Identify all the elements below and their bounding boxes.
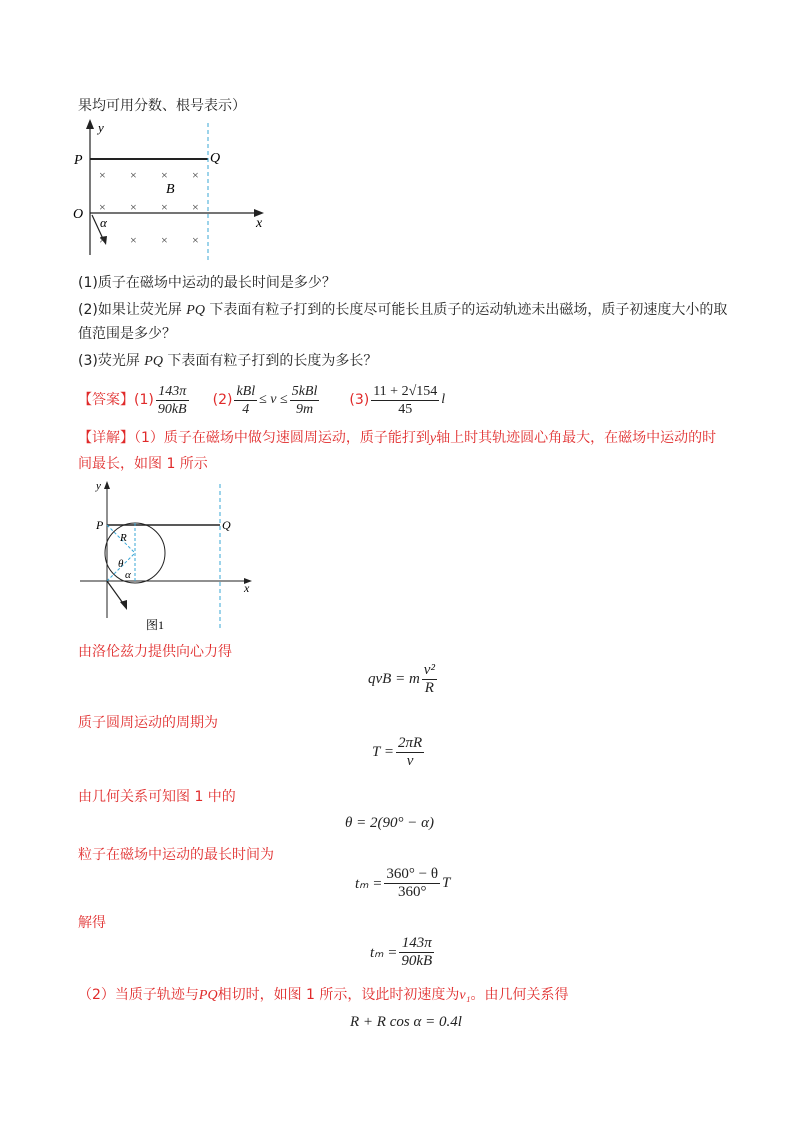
label-theta: θ: [118, 558, 124, 570]
question-number: (1): [78, 275, 98, 291]
question-text: 荧光屏: [97, 353, 140, 369]
figure-caption: 图1: [146, 618, 165, 632]
symbol-v1: v₁: [459, 988, 471, 1003]
question-text: 下表面有粒子打到的长度尽可能长且质子的运动轨迹未出磁场，质子初速度大小的取: [209, 302, 728, 318]
label-o: O: [73, 207, 84, 222]
answer-1-fraction: [156, 383, 189, 418]
question-2: [78, 300, 727, 321]
fraction-numerator: 360° − θ: [386, 866, 439, 882]
equation-theta: θ = 2(90° − α): [345, 815, 434, 831]
label-q: Q: [222, 518, 231, 532]
equation-lorentz: [368, 662, 439, 697]
field-cross: ×: [99, 168, 106, 182]
fraction-denominator: 360°: [384, 883, 440, 901]
label-p: P: [96, 518, 104, 532]
fraction-denominator: v: [396, 752, 424, 770]
fraction-denominator: 9m: [290, 400, 320, 418]
symbol-pq: PQ: [186, 303, 205, 318]
symbol-y: y: [429, 431, 437, 446]
answer-3-unit: l: [441, 392, 446, 407]
equation-left: qvB = m: [368, 671, 420, 687]
question-2-cont: 值范围是多少？: [78, 326, 176, 342]
detail-text: 轴上时其轨迹圆心角最大，在磁场中运动的时: [436, 430, 717, 446]
label-alpha: α: [100, 215, 107, 230]
fraction-denominator: 4: [234, 400, 257, 418]
step-3-text: 由几何关系可知图 1 中的: [78, 789, 236, 805]
answer-2-lower: [234, 383, 257, 418]
fraction-numerator: kBl: [236, 383, 256, 399]
fraction-denominator: 90kB: [157, 401, 187, 417]
field-cross: ×: [192, 233, 199, 247]
answer-2-upper: [290, 383, 320, 418]
label-p: P: [74, 153, 83, 168]
field-cross: ×: [161, 233, 168, 247]
equation-right: T: [442, 875, 451, 891]
symbol-pq: PQ: [144, 354, 163, 369]
fraction-denominator: R: [422, 679, 437, 697]
question-3: [78, 351, 377, 372]
label-alpha: α: [125, 569, 131, 581]
label-y: y: [96, 480, 101, 492]
fraction-numerator: 11 + 2√154: [373, 383, 438, 399]
inequality: ≤ v ≤: [259, 392, 288, 407]
detail-text: （1）质子在磁场中做匀速圆周运动，质子能打到: [134, 430, 430, 446]
field-cross: ×: [99, 200, 106, 214]
detail-line-1: [78, 428, 716, 449]
field-cross: ×: [130, 233, 137, 247]
label-x: x: [256, 216, 263, 231]
part-2-text-a: （2）当质子轨迹与: [78, 987, 199, 1003]
part-2-text: [78, 985, 569, 1006]
question-text: 下表面有粒子打到的长度为多长？: [167, 353, 378, 369]
step-4-text: 粒子在磁场中运动的最长时间为: [78, 847, 274, 863]
y-axis-arrow: [86, 119, 94, 129]
step-1-text: 由洛伦兹力提供向心力得: [78, 644, 232, 660]
fraction-denominator: 90kB: [401, 953, 433, 969]
field-cross: ×: [161, 200, 168, 214]
answer-part-number: (2): [212, 392, 233, 408]
detail-line-2: 间最长，如图 1 所示: [78, 456, 208, 472]
equation-fraction: [384, 866, 440, 901]
equation-left: tₘ =: [370, 945, 398, 961]
fraction-numerator: 2πR: [397, 735, 423, 751]
equation-fraction: [399, 935, 434, 970]
question-1: [78, 273, 336, 293]
label-y: y: [98, 120, 104, 135]
equation-result: [370, 935, 436, 970]
question-text: 质子在磁场中运动的最长时间是多少？: [97, 275, 336, 291]
symbol-pq: PQ: [198, 988, 218, 1003]
answer-label: 【答案】: [78, 392, 134, 408]
equation-period: [372, 735, 426, 770]
y-axis-arrow: [104, 481, 110, 489]
field-cross: ×: [161, 168, 168, 182]
part-2-text-b: 相切时，如图 1 所示，设此时初速度为: [217, 987, 460, 1003]
step-5-text: 解得: [78, 915, 106, 931]
answer-3-fraction: [371, 383, 439, 418]
answer-part-number: (1): [134, 392, 154, 408]
label-q: Q: [210, 151, 221, 166]
fraction-numerator: 143π: [401, 935, 432, 951]
answer-line: [78, 380, 445, 420]
equation-left: T =: [372, 744, 394, 760]
field-cross: ×: [192, 200, 199, 214]
label-x: x: [244, 581, 250, 595]
part-2-text-c: 。由几何关系得: [470, 987, 569, 1003]
fraction-numerator: v²: [423, 662, 435, 678]
field-cross: ×: [130, 168, 137, 182]
fraction-numerator: 5kBl: [291, 383, 318, 399]
field-cross: ×: [192, 168, 199, 182]
equation-max-time: [355, 866, 450, 901]
label-b: B: [166, 182, 175, 197]
question-number: (3): [78, 353, 98, 369]
detail-label: 【详解】: [78, 430, 134, 446]
equation-fraction: [396, 735, 424, 770]
question-number: (2): [78, 302, 98, 318]
figure-magnetic-field: [60, 115, 280, 265]
field-cross: ×: [130, 200, 137, 214]
equation-tangent: R + R cos α = 0.4l: [350, 1014, 462, 1030]
equation-left: tₘ =: [355, 876, 383, 892]
intro-text: 果均可用分数、根号表示）: [78, 98, 246, 114]
answer-part-number: (3): [349, 392, 370, 408]
step-2-text: 质子圆周运动的周期为: [78, 715, 218, 731]
fraction-denominator: 45: [371, 400, 439, 418]
field-cross: ×: [99, 233, 106, 247]
fraction-numerator: 143π: [158, 383, 187, 399]
label-r: R: [120, 532, 127, 544]
question-text: 如果让荧光屏: [97, 302, 182, 318]
figure-1-diagram: [80, 478, 280, 638]
equation-fraction: [422, 662, 437, 697]
